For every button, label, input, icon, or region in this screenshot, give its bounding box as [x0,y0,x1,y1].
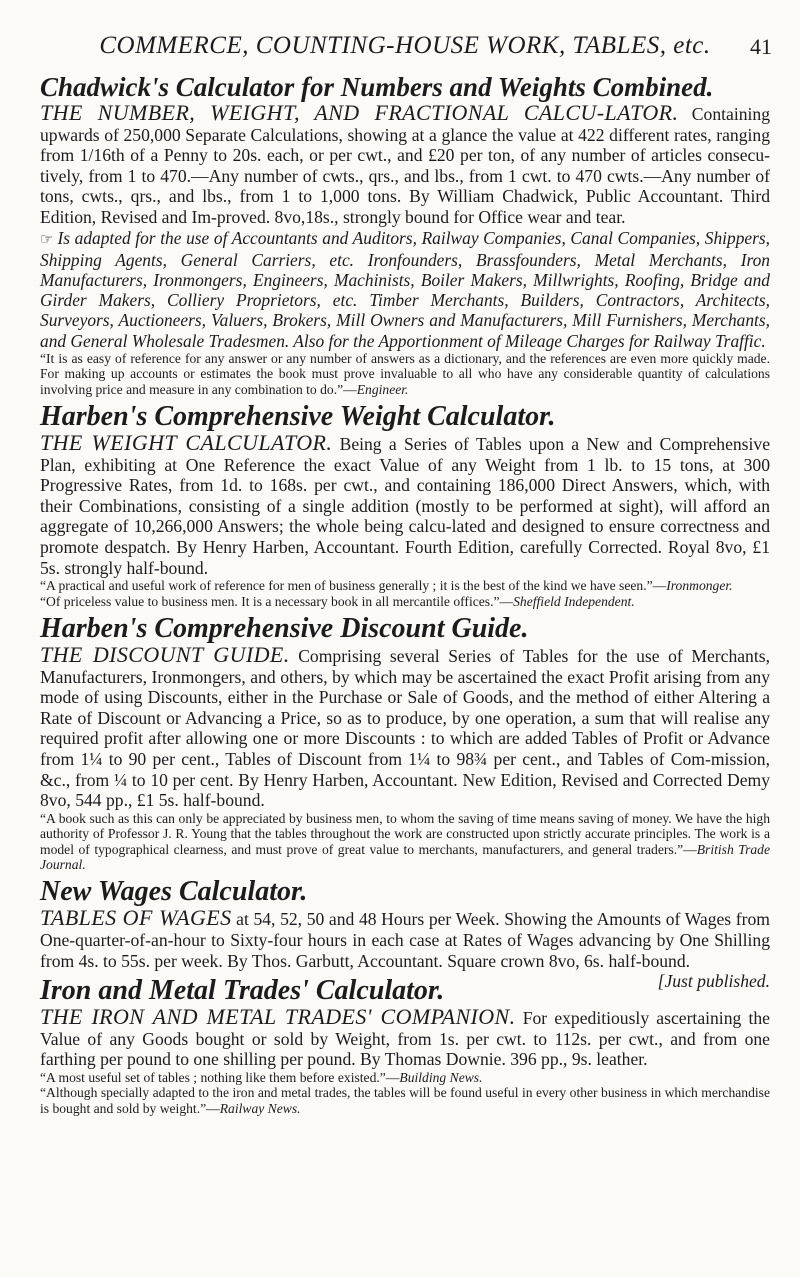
entry-note [40,228,770,351]
quote-text: “Although specially adapted to the iron and metal trades, the tables will be found useful in every other business in which merchandise is bought and sold by weight.”— [40,1085,770,1116]
review-quote [40,578,770,593]
quote-text: “Of priceless value to business men. It is a necessary book in all mercantile offices.”— [40,593,514,609]
entry-body [40,100,770,228]
quote-source: Sheffield Independent. [513,593,635,609]
entry-body [40,430,771,578]
entry-heading: Harben's Comprehensive Weight Calculator. [40,401,556,432]
entry-harben-discount-guide [40,612,771,872]
publication-note: [Just published. [657,971,770,992]
book-title: THE NUMBER, WEIGHT, AND FRACTIONAL CALCU-LATOR. [40,100,679,125]
quote-source: Railway News. [219,1100,301,1116]
quote-source: Building News. [399,1069,483,1085]
quote-source: British Trade Journal. [40,841,771,872]
quote-text: “A most useful set of tables ; nothing like them before existed.”— [40,1069,400,1085]
entry-description: at 54, 52, 50 and 48 Hours per Week. Showing the Amounts of Wages from One-quarter-of-an-hour to Sixty-four hours in each case at Rates of Wages advancing by One Shilling from 4s. to 55s. per week. By Thos. Garbutt, Accountant. Square crown 8vo, 6s. half-bound. [40,909,770,971]
quote-text: “A practical and useful work of reference for men of business generally ; it is the best of the kind we have seen.”— [40,578,667,594]
entry-body [40,641,770,811]
review-quote [40,1085,770,1116]
quote-source: Ironmonger. [666,578,733,594]
entry-heading: New Wages Calculator. [40,876,308,908]
entry-body [40,1004,770,1070]
entry-description: Being a Series of Tables upon a New and Comprehensive Plan, exhibiting at One Reference the exact Value of any Weight from 1 lb. to 15 tons, at 300 Progressive Rates, from 1d. to 168s. per cwt., and containing 186,000 Direct Answers, which, with their Combinations, consisting of a single addition (mostly to be performed at sight), will afford an aggregate of 10,266,000 Answers; the whole being calcu-lated and designed to ensure correctness and promote despatch. By Henry Harben, Accountant. Fourth Edition, carefully Corrected. Royal 8vo, £1 5s. strongly half-bound. [40,434,771,578]
entry-harben-weight-calculator [40,403,770,609]
page-number: 41 [750,34,772,59]
entry-chadwick-calculator [40,74,770,397]
entry-iron-metal-calculator [40,977,770,1116]
review-quote [40,594,770,609]
book-title: THE IRON AND METAL TRADES' COMPANION. [40,1004,516,1030]
book-title: TABLES OF WAGES [40,905,232,931]
entry-heading: Chadwick's Calculator for Numbers and Weights Combined. [40,72,714,102]
entry-description: Comprising several Series of Tables for the use of Merchants, Manufacturers, Ironmongers, and others, by which may be ascertained the exact Profit arising from any mode of using Discounts, either in the Purchase or Sale of Goods, and the method of either Altering a Rate of Discount or Advancing a Price, so as to produce, by one operation, a sum that will realise any required profit after allowing one or more Discounts : to which are added Tables of Profit or Advance from 1¼ to 90 per cent., Tables of Discount from 1¼ to 98¾ per cent., and Tables of Com-mission, &c., from ¼ to 10 per cent. By Henry Harben, Accountant. New Edition, Revised and Corrected Demy 8vo, 544 pp., £1 5s. half-bound. [40,645,770,811]
entry-heading: Harben's Comprehensive Discount Guide. [40,612,529,644]
book-title: THE DISCOUNT GUIDE. [40,641,290,667]
running-head: COMMERCE, COUNTING-HOUSE WORK, TABLES, etc. [99,32,711,59]
review-quote [40,351,770,397]
review-quote [40,1070,770,1085]
quote-text: “A book such as this can only be appreciated by business men, to whom the saving of time means saving of money. We have the high authority of Professor J. R. Young that the tables throughout the work are constructed upon strictly accurate principles. The work is a model of typographical clearness, and must prove of great value to merchants, manufacturers, and general traders.”— [40,810,770,857]
review-quote [40,811,770,873]
quote-source: Engineer. [356,381,409,397]
entry-description: For expeditiously ascertaining the Value of any Goods bought or sold by Weight, from 1s. per cwt. to 112s. per cwt., and from one farthing per pound to one shilling per pound. By Thomas Downie. 396 pp., 9s. leather. [40,1008,770,1070]
pointing-hand-icon: ☞ [40,231,54,248]
entry-heading: Iron and Metal Trades' Calculator. [40,975,445,1007]
entry-description: Containing upwards of 250,000 Separate Calculations, showing at a glance the value at 422 different rates, ranging from 1/16th of a Penny to 20s. each, or per cwt., and £20 per ton, of any number of articles consecu-tively, from 1 to 470.—Any number of cwts., qrs., and lbs., from 1 cwt. to 470 cwts.—Any number of tons, cwts., qrs., and lbs., from 1 to 1,000 tons. By William Chadwick, Public Accountant. Third Edition, Revised and Im-proved. 8vo,18s., strongly bound for Office wear and tear. [40,104,770,227]
quote-text: “It is as easy of reference for any answer or any number of answers as a dictionary, and the references are even more quickly made. For making up accounts or estimates the book must prove invaluable to all who have any considerable quantity of calculations involving price and measure in any combination to do.”— [40,350,770,397]
note-text: Is adapted for the use of Accountants and Auditors, Railway Companies, Canal Companies, Shippers, Shipping Agents, General Carriers, etc. Ironfounders, Brassfounders, Metal Merchants, Iron Manufacturers, Ironmongers, Engineers, Machinists, Boiler Makers, Millwrights, Roofing, Bridge and Girder Makers, Colliery Proprietors, etc. Timber Merchants, Builders, Contractors, Architects, Surveyors, Auctioneers, Valuers, Brokers, Mill Owners and Manufacturers, Mill Furnishers, Merchants, and General Wholesale Tradesmen. Also for the Apportionment of Mileage Charges for Railway Traffic. [40,227,770,351]
book-title: THE WEIGHT CALCULATOR. [40,430,333,455]
page-content [40,70,770,1122]
